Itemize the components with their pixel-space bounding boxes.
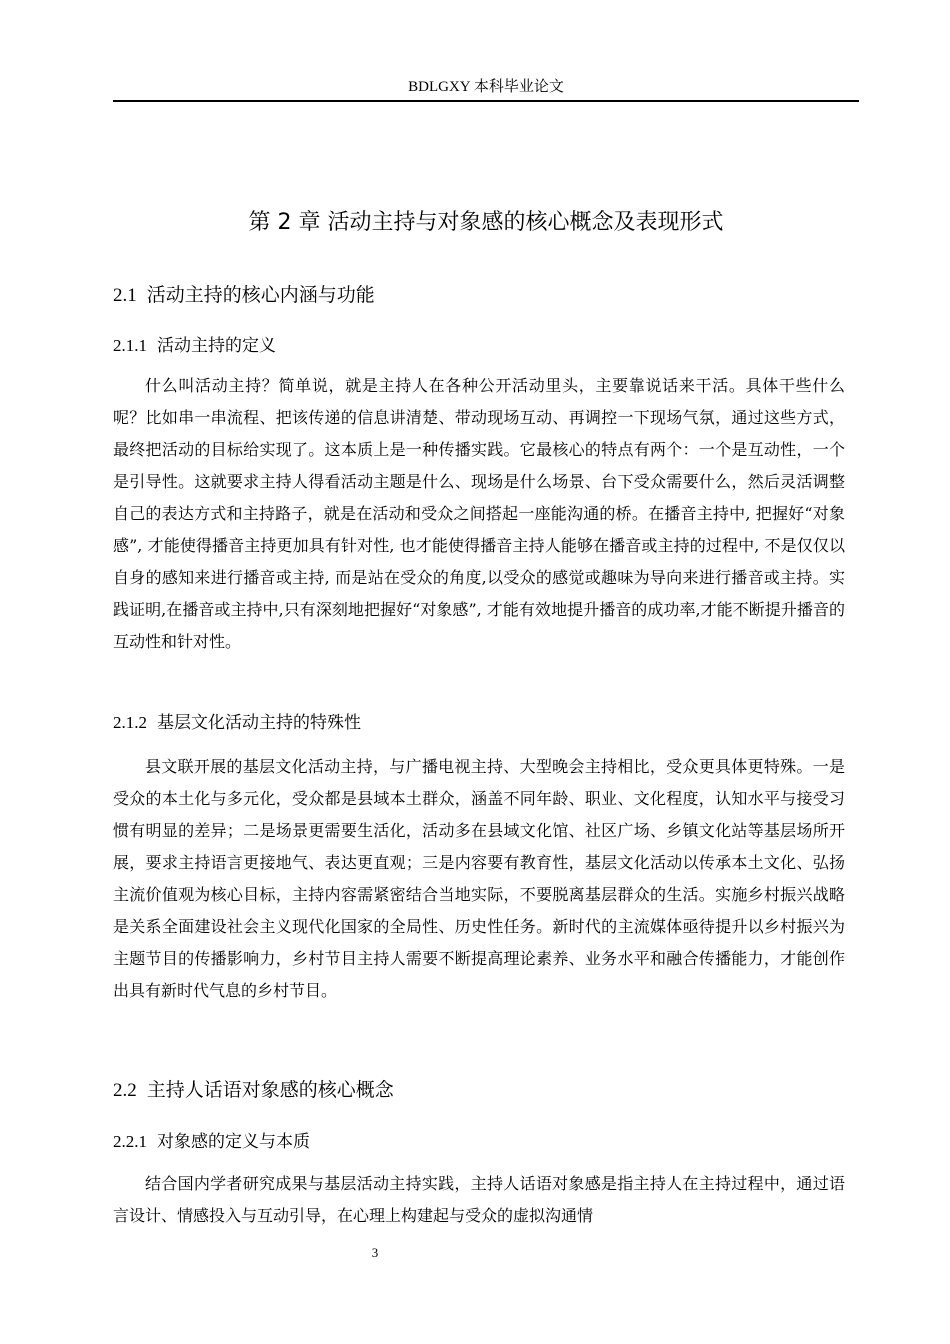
- subsection-title: 活动主持的定义: [157, 336, 276, 356]
- subsection-heading-2-1-2: [113, 711, 361, 735]
- page-number: 3: [371, 1245, 379, 1260]
- subsection-heading-2-2-1: [113, 1130, 310, 1154]
- paragraph-2-2-1: 结合国内学者研究成果与基层活动主持实践，主持人话语对象感是指主持人在主持过程中，通过语言设计、情感投入与互动引导，在心理上构建起与受众的虚拟沟通情: [113, 1174, 845, 1225]
- paragraph-2-1-2: 县文联开展的基层文化活动主持，与广播电视主持、大型晚会主持相比，受众更具体更特殊。一是受众的本土化与多元化，受众都是县域本土群众，涵盖不同年龄、职业、文化程度，认知水平与接受习惯有明显的差异；二是场景更需要生活化，活动多在县域文化馆、社区广场、乡镇文化站等基层场所开展，要求主持语言更接地气、表达更直观；三是内容要有教育性，基层文化活动以传承本土文化、弘扬主流价值观为核心目标，主持内容需紧密结合当地实际，不要脱离基层群众的生活。实施乡村振兴战略是关系全面建设社会主义现代化国家的全局性、历史性任务。新时代的主流媒体亟待提升以乡村振兴为主题节目的传播影响力，乡村节目主持人需要不断提高理论素养、业务水平和融合传播能力，才能创作出具有新时代气息的乡村节目。: [113, 757, 845, 1000]
- section-heading-2-1: [113, 282, 375, 309]
- subsection-number: 2.1.1: [113, 336, 147, 355]
- section-title: 活动主持的核心内涵与功能: [146, 284, 375, 306]
- section-title: 主持人话语对象感的核心概念: [146, 1079, 394, 1101]
- section-number: 2.1: [113, 285, 137, 306]
- running-header: BDLGXY 本科毕业论文: [408, 79, 564, 95]
- subsection-heading-2-1-1: [113, 334, 276, 358]
- chapter-title: 第 2 章 活动主持与对象感的核心概念及表现形式: [248, 210, 724, 235]
- subsection-number: 2.1.2: [113, 713, 147, 732]
- section-heading-2-2: [113, 1077, 394, 1104]
- subsection-title: 基层文化活动主持的特殊性: [157, 713, 361, 733]
- header-rule: [113, 100, 859, 102]
- section-number: 2.2: [113, 1080, 137, 1101]
- subsection-number: 2.2.1: [113, 1132, 147, 1151]
- subsection-title: 对象感的定义与本质: [157, 1132, 310, 1152]
- paragraph-2-1-1: 什么叫活动主持？简单说，就是主持人在各种公开活动里头，主要靠说话来干活。具体干些什么呢？比如串一串流程、把该传递的信息讲清楚、带动现场互动、再调控一下现场气氛，通过这些方式，最终把活动的目标给实现了。这本质上是一种传播实践。它最核心的特点有两个：一个是互动性，一个是引导性。这就要求主持人得看活动主题是什么、现场是什么场景、台下受众需要什么，然后灵活调整自己的表达方式和主持路子，就是在活动和受众之间搭起一座能沟通的桥。在播音主持中, 把握好“对象感”, 才能使得播音主持更加具有针对性, 也才能使得播音主持人能够在播音或主持的过程中, 不是仅仅以自身的感知来进行播音或主持, 而是站在受众的角度,以受众的感觉或趣味为导向来进行播音或主持。实践证明,在播音或主持中,只有深刻地把握好“对象感”, 才能有效地提升播音的成功率,才能不断提升播音的互动性和针对性。: [113, 376, 845, 651]
